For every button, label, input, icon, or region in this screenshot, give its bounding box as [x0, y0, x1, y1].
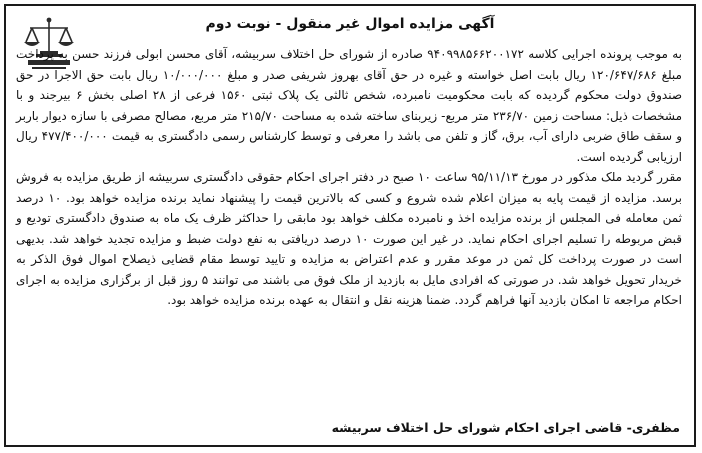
- notice-title: آگهی مزایده اموال غیر منقول - نوبت دوم: [205, 16, 495, 32]
- notice-signature: مظفری- قاضی اجرای احکام شورای حل اختلاف سربیشه: [331, 420, 680, 435]
- notice-body: [16, 44, 682, 311]
- notice-frame: [4, 4, 696, 447]
- notice-paragraph-auction-terms: مقرر گردید ملک مذکور در مورخ ۹۵/۱۱/۱۳ ساعت ۱۰ صبح در دفتر اجرای احکام حقوقی دادگستری سربیشه از طریق مزایده به فروش برسد. مزایده از قیمت پایه به میزان اعلام شده شروع و کسی که بالاترین قیمت را پیشنهاد نماید برنده مزایده خواهد بود. ۱۰ درصد ثمن معامله فی المجلس از برنده مزایده اخذ و نامبرده مکلف خواهد بود مابقی را حداکثر ظرف یک ماه به صندوق دادگستری تودیع و قبض مربوطه را تسلیم اجرای احکام نماید. در غیر این صورت ۱۰ درصد دریافتی به نفع دولت ضبط و مزایده تجدید خواهد شد. بدیهی است در صورت پرداخت کل ثمن در موعد مقرر و عدم اعتراض به مزایده و تایید توسط مقام قضایی ذیصلاح اموال فوق الذکر به خریدار تحویل خواهد شد. در صورتی که افرادی مایل به بازدید از ملک فوق می باشند می توانند ۵ روز قبل از برگزاری مزایده به اجرای احکام مراجعه تا امکان بازدید آنها فراهم گردد. ضمنا هزینه نقل و انتقال به عهده برنده مزایده خواهد بود.: [16, 170, 682, 307]
- notice-paragraph-case-details: به موجب پرونده اجرایی کلاسه ۹۴۰۹۹۸۵۶۶۲۰۰۱۷۲ صادره از شورای حل اختلاف سربیشه، آقای محسن ابولی فرزند حسن به پرداخت مبلغ ۱۲۰/۶۴۷/۶۸۶ ریال بابت اصل خواسته و غیره در حق آقای بهروز شریفی صدر و مبلغ ۱۰/۰۰۰/۰۰۰ ریال بابت حق الاجرا در حق صندوق دولت محکوم گردیده که بابت محکومیت نامبرده، شخص ثالثی یک پلاک ثبتی ۱۵۶۰ فرعی از ۲۸ اصلی بخش ۶ بیرجند و با مشخصات ذیل: مساحت زمین ۲۳۶/۷۰ متر مربع- زیربنای ساخته شده به مساحت ۲۱۵/۷۰ متر مربع، مصالح مصرفی با سازه دیوار باربر و سقف طاق ضربی دارای آب، برق، گاز و تلفن می باشد را معرفی و توسط کارشناس رسمی دادگستری به قیمت ۴۷۷/۴۰۰/۰۰۰ ریال ارزیابی گردیده است.: [16, 47, 683, 164]
